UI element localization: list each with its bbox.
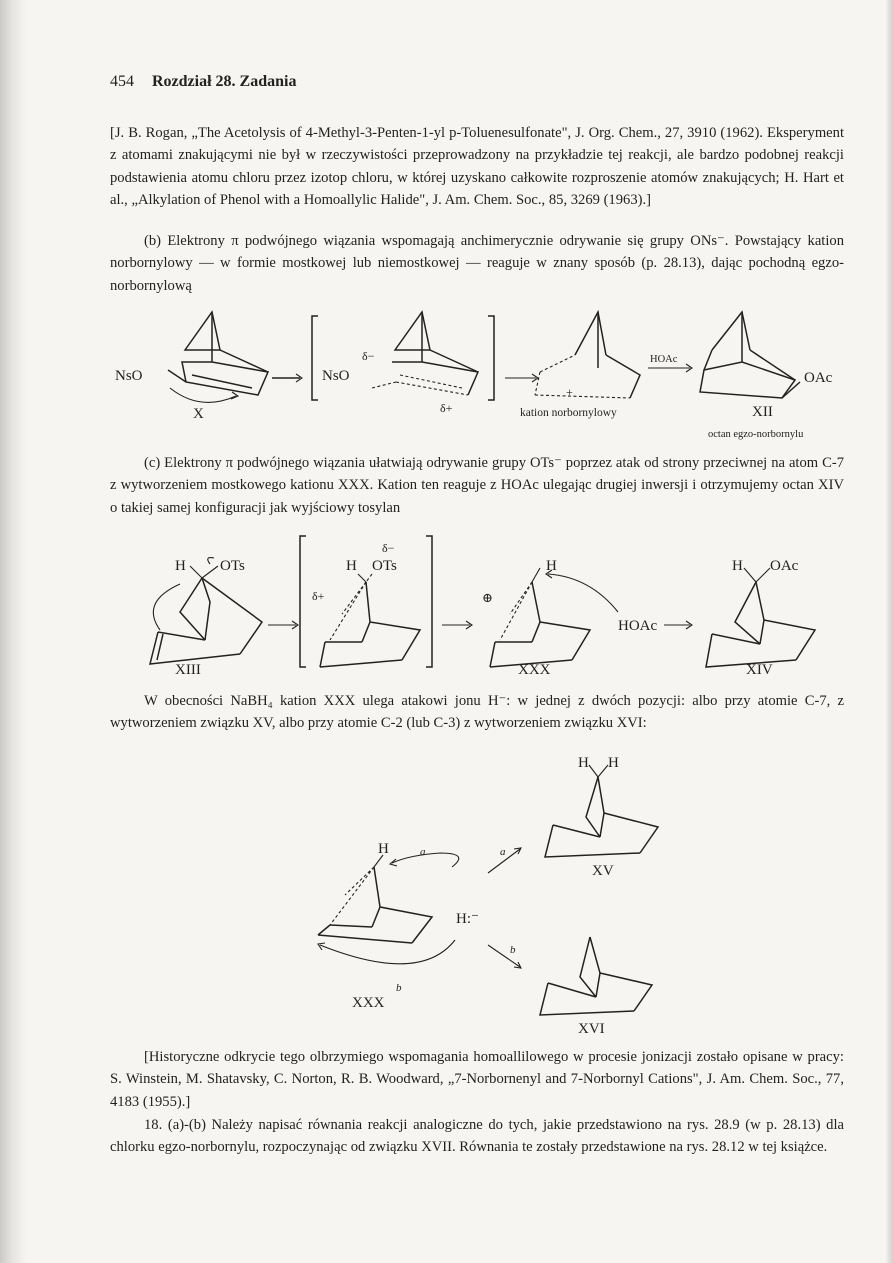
delta-plus-2: δ+ bbox=[312, 589, 325, 603]
delta-minus-2: δ− bbox=[382, 541, 395, 555]
molecule-XII bbox=[700, 312, 833, 440]
molecule-XIV bbox=[706, 558, 815, 678]
label-X: X bbox=[193, 406, 204, 422]
delta-plus-label: δ+ bbox=[440, 401, 453, 415]
ots-label-2: OTs bbox=[372, 558, 397, 574]
paragraph-b: (b) Elektrony π podwójnego wiązania wspomagają anchimerycznie odrywanie się grupy ONs⁻. Powstający kation norbornylowy — w formie mostkowej lub niemostkowej — reaguje w znany sposób (p. 28.13), dając pochodną egzo-norbornylową bbox=[110, 233, 844, 294]
hoac-label: HOAc bbox=[650, 354, 678, 365]
norbornyl-cation bbox=[520, 312, 640, 419]
label-XIV: XIV bbox=[746, 662, 773, 678]
h-label-xv-2: H bbox=[608, 755, 619, 771]
nso-partial-label: NsO bbox=[322, 368, 350, 384]
scheme-3-reduction bbox=[0, 745, 893, 1045]
ester-label: octan egzo-norbornylu bbox=[708, 429, 804, 440]
reference-paragraph: [J. B. Rogan, „The Acetolysis of 4-Methyl-3-Penten-1-yl p-Toluenesulfonate", J. Org. Chem., 27, 3910 (1962). Eksperyment z atomami znakującymi nie był w rzeczywistości przeprowadzony na przykładzie tej reakcji, ale bardzo podobnej reakcji podstawienia atomu chloru przez izotop chloru, w której uzyskano całkowite rozproszenie atomów znakujących; H. Hart et al., „Alkylation of Phenol with a Homoallylic Halide", J. Am. Chem. Soc., 85, 3269 (1963).] bbox=[110, 125, 844, 209]
molecule-X bbox=[115, 312, 268, 422]
cation-XXX-2 bbox=[318, 841, 479, 1011]
transition-state-1 bbox=[312, 312, 494, 415]
h-label-xv-1: H bbox=[578, 755, 589, 771]
running-header bbox=[110, 73, 296, 91]
h-label-1: H bbox=[175, 558, 186, 574]
oac-label-2: OAc bbox=[770, 558, 799, 574]
paragraph-historical: [Historyczne odkrycie tego olbrzymiego wspomagania homoallilowego w procesie jonizacji zostało opisane w pracy: S. Winstein, M. Shatavsky, C. Norton, R. B. Woodward, „7-Norbornenyl and 7-Norbornyl Cations", J. Am. Chem. Soc., 77, 4183 (1955).] bbox=[110, 1049, 844, 1110]
h-label-3: H bbox=[546, 558, 557, 574]
path-b-label-2: b bbox=[510, 944, 516, 956]
molecule-XIII bbox=[150, 558, 262, 678]
oac-label: OAc bbox=[804, 370, 833, 386]
ots-label-1: OTs bbox=[220, 558, 245, 574]
label-XII: XII bbox=[752, 404, 773, 420]
attack-arrow bbox=[548, 574, 618, 612]
transition-state-2 bbox=[300, 536, 432, 667]
plus-circle: ⊕ bbox=[482, 590, 493, 605]
h-label-xxx: H bbox=[378, 841, 389, 857]
h-label-4: H bbox=[732, 558, 743, 574]
nso-label: NsO bbox=[115, 368, 143, 384]
label-XV: XV bbox=[592, 863, 614, 879]
label-XXX-2: XXX bbox=[352, 995, 385, 1011]
paragraph-c: (c) Elektrony π podwójnego wiązania ułatwiają odrywanie grupy OTs⁻ poprzez atak od strony przeciwnej na atom C-7 z wytworzeniem mostkowego kationu XXX. Kation ten reaguje z HOAc ulegając drugiej inwersji i otrzymujemy octan XIV o takiej samej konfiguracji jak wyjściowy tosylan bbox=[110, 455, 844, 516]
label-XXX-1: XXX bbox=[518, 662, 551, 678]
page-number: 454 bbox=[110, 73, 134, 90]
molecule-XV bbox=[545, 755, 658, 879]
cation-plus: + bbox=[566, 385, 573, 399]
label-XIII: XIII bbox=[175, 662, 201, 678]
label-XVI: XVI bbox=[578, 1021, 605, 1037]
cation-label: kation norbornylowy bbox=[520, 407, 617, 419]
hoac-label-2: HOAc bbox=[618, 618, 658, 634]
problem-18: 18. (a)-(b) Należy napisać równania reakcji analogiczne do tych, jakie przedstawiono na rys. 28.9 (w p. 28.13) dla chlorku egzo-norbornylu, rozpoczynając od związku XVII. Równania te zostały przedstawione na rys. 28.12 w tej książce. bbox=[110, 1117, 844, 1156]
chapter-title: Rozdział 28. Zadania bbox=[152, 73, 297, 90]
h-label-2: H bbox=[346, 558, 357, 574]
path-a-label-1: a bbox=[420, 846, 426, 858]
path-a-label-2: a bbox=[500, 846, 506, 858]
molecule-XVI bbox=[540, 937, 652, 1037]
scheme-2-tosylate bbox=[0, 522, 893, 682]
hydride-label: H:⁻ bbox=[456, 911, 479, 927]
path-b-label-1: b bbox=[396, 982, 402, 994]
paragraph-nabh4: W obecności NaBH₄ kation XXX ulega atakowi jonu H⁻: w jednej z dwóch pozycji: albo przy atomie C-7, z wytworzeniem związku XV, albo przy atomie C-2 (lub C-3) z wytworzeniem związku XVI: bbox=[110, 693, 844, 732]
cation-XXX bbox=[482, 558, 590, 678]
delta-minus-label: δ− bbox=[362, 349, 375, 363]
scheme-1-norbornenyl bbox=[0, 300, 893, 450]
